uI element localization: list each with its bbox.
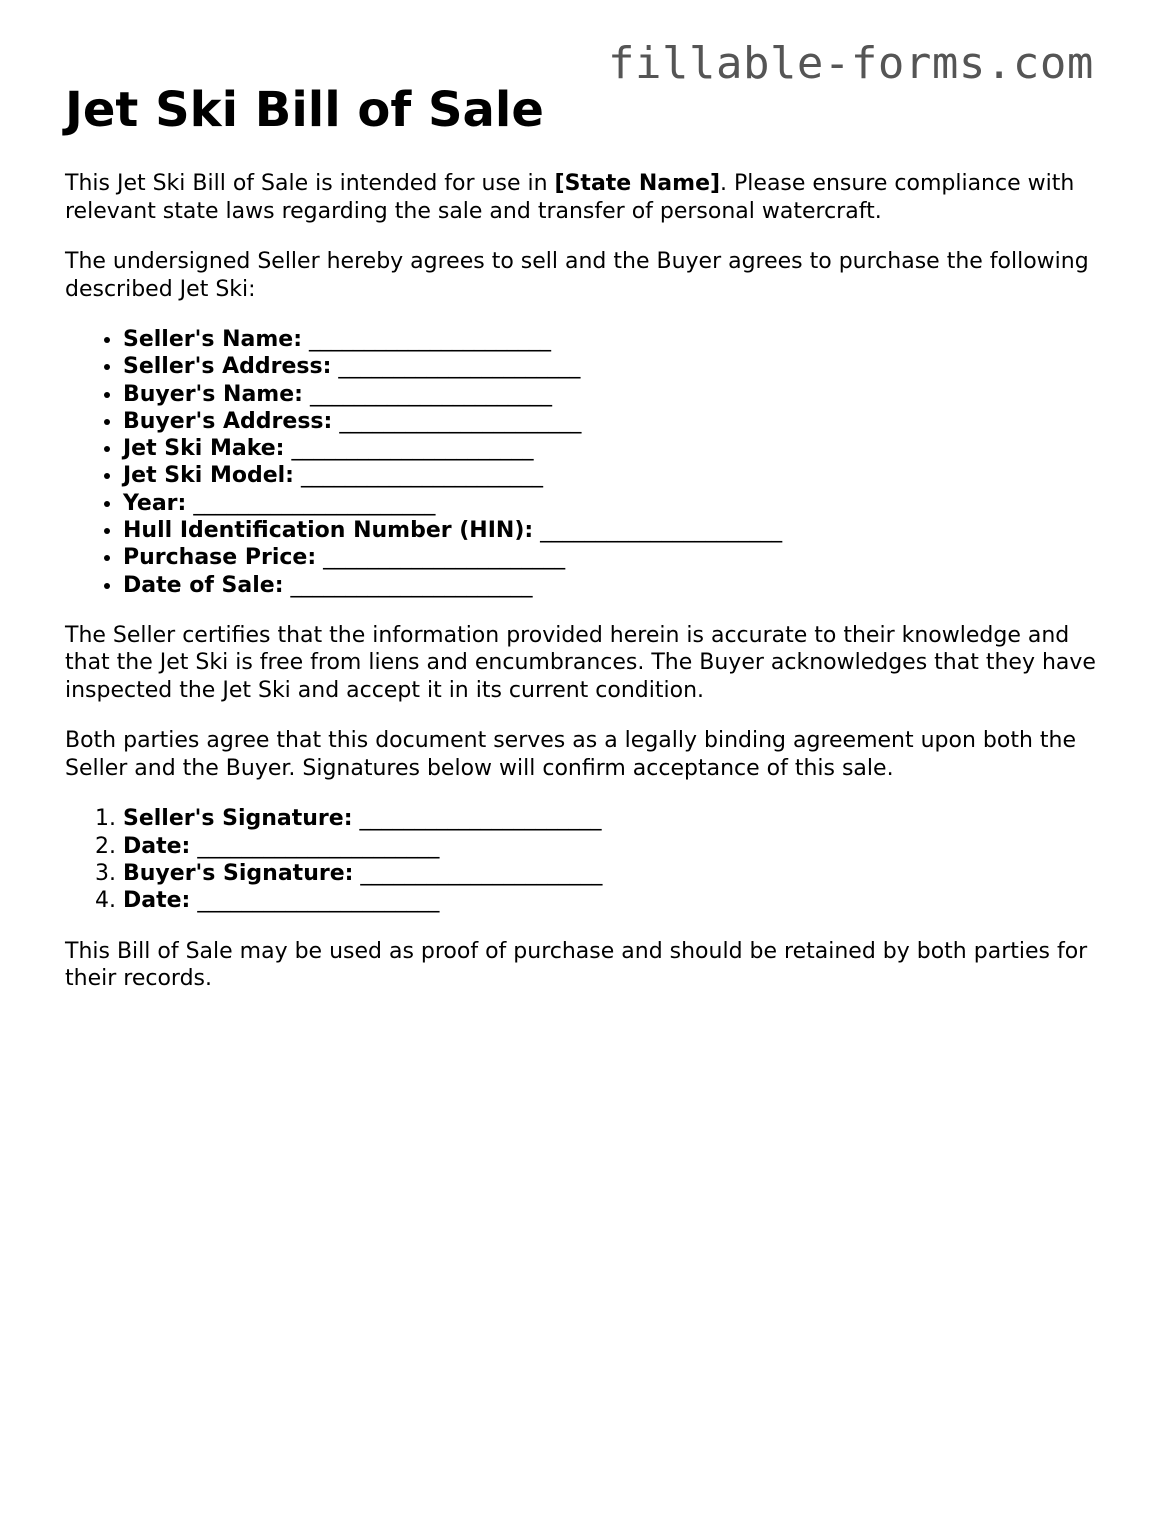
field-label: Year: xyxy=(123,490,187,516)
field-label: Buyer's Name: xyxy=(123,381,303,407)
field-label: Jet Ski Make: xyxy=(123,436,285,462)
field-blank[interactable]: ______________________ xyxy=(300,463,543,489)
field-label: Seller's Address: xyxy=(123,354,332,380)
signature-list xyxy=(65,805,1115,914)
intro-text-after: . Please ensure compliance with relevant state laws regarding the sale and transfer of personal watercraft. xyxy=(65,171,1075,224)
field-blank[interactable]: ______________________ xyxy=(339,408,582,434)
field-blank[interactable]: ______________________ xyxy=(197,833,440,859)
field-blank[interactable]: ______________________ xyxy=(540,518,783,544)
field-seller-date[interactable] xyxy=(123,833,1115,860)
field-blank[interactable]: ______________________ xyxy=(290,572,533,598)
field-blank[interactable]: ______________________ xyxy=(309,381,552,407)
jet-ski-details-list xyxy=(65,326,1115,599)
field-label: Date of Sale: xyxy=(123,572,284,598)
field-buyers-name[interactable] xyxy=(123,381,1115,408)
field-label: Date: xyxy=(123,888,191,914)
field-blank[interactable]: ______________________ xyxy=(338,354,581,380)
field-sellers-signature[interactable] xyxy=(123,805,1115,832)
field-label: Purchase Price: xyxy=(123,545,317,571)
field-buyer-date[interactable] xyxy=(123,887,1115,914)
field-buyers-signature[interactable] xyxy=(123,860,1115,887)
field-blank[interactable]: ______________________ xyxy=(197,888,440,914)
field-hin[interactable] xyxy=(123,517,1115,544)
field-jet-ski-make[interactable] xyxy=(123,435,1115,462)
field-label: Seller's Signature: xyxy=(123,806,353,832)
field-jet-ski-model[interactable] xyxy=(123,462,1115,489)
field-sellers-address[interactable] xyxy=(123,353,1115,380)
agreement-paragraph: The undersigned Seller hereby agrees to sell and the Buyer agrees to purchase the following described Jet Ski: xyxy=(65,249,1089,302)
field-label: Seller's Name: xyxy=(123,327,303,352)
field-purchase-price[interactable] xyxy=(123,544,1115,571)
field-buyers-address[interactable] xyxy=(123,408,1115,435)
certification-paragraph: The Seller certifies that the information provided herein is accurate to their knowledge and that the Jet Ski is free from liens and encumbrances. The Buyer acknowledges that they have inspected the Jet Ski and accept it in its current condition. xyxy=(65,622,1096,703)
field-blank[interactable]: ______________________ xyxy=(193,490,436,516)
field-year[interactable] xyxy=(123,490,1115,517)
field-label: Buyer's Signature: xyxy=(123,861,354,887)
field-label: Date: xyxy=(123,833,191,859)
watermark: fillable-forms.com xyxy=(608,38,1094,89)
field-label: Buyer's Address: xyxy=(123,408,333,434)
intro-paragraph xyxy=(65,170,1115,225)
document-title: Jet Ski Bill of Sale xyxy=(65,82,544,138)
state-name-placeholder: [State Name] xyxy=(554,171,721,196)
binding-paragraph: Both parties agree that this document serves as a legally binding agreement upon both the Seller and the Buyer. Signatures below will confirm acceptance of this sale. xyxy=(65,728,1077,781)
field-sellers-name[interactable] xyxy=(123,326,1115,353)
field-blank[interactable]: ______________________ xyxy=(360,861,603,887)
field-blank[interactable]: ______________________ xyxy=(309,327,552,352)
field-blank[interactable]: ______________________ xyxy=(359,806,602,832)
document xyxy=(65,80,1115,993)
intro-text-before: This Jet Ski Bill of Sale is intended for use in xyxy=(65,171,555,196)
field-date-of-sale[interactable] xyxy=(123,572,1115,599)
closing-paragraph: This Bill of Sale may be used as proof of purchase and should be retained by both parties for their records. xyxy=(65,938,1088,992)
field-blank[interactable]: ______________________ xyxy=(323,545,566,571)
field-blank[interactable]: ______________________ xyxy=(291,436,534,462)
field-label: Jet Ski Model: xyxy=(123,463,294,489)
field-label: Hull Identification Number (HIN): xyxy=(123,518,534,544)
